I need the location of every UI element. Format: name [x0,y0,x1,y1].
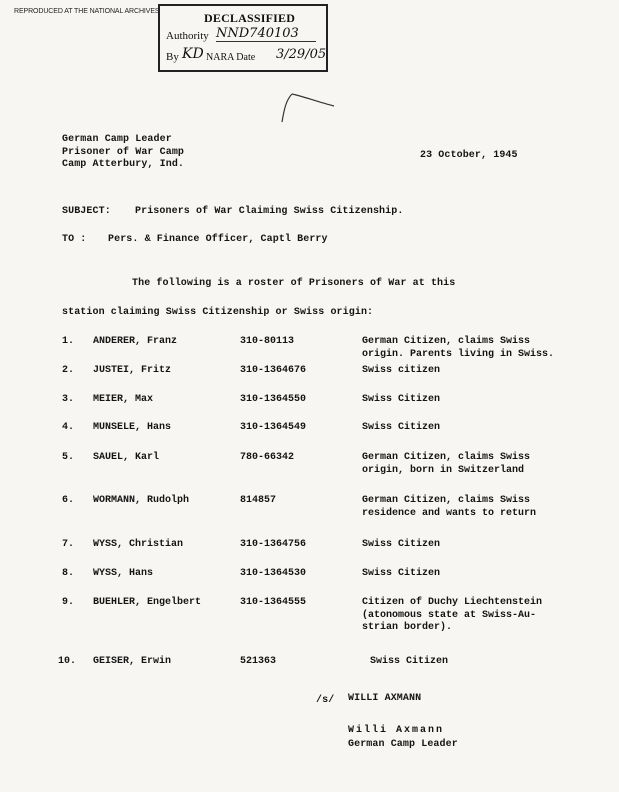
roster-status: Swiss citizen [362,365,441,376]
status-line: origin. Parents living in Swiss. [362,348,555,360]
sender-block [62,134,184,172]
roster-name: SAUEL, Karl [93,452,160,463]
sender-line: German Camp Leader [62,134,172,145]
letter-date: 23 October, 1945 [420,150,518,161]
roster-name: MEIER, Max [93,394,154,405]
roster-number: 6. [62,495,75,506]
roster-status: Swiss Citizen [362,539,441,550]
archive-note: REPRODUCED AT THE NATIONAL ARCHIVES [14,8,160,15]
subject-text: Prisoners of War Claiming Swiss Citizenship. [135,206,404,217]
roster-status: Swiss Citizen [362,394,441,405]
roster-serial: 310-1364550 [240,394,307,405]
roster-status [362,495,536,520]
status-line: (atonomous state at Swiss-Au- [362,609,537,621]
roster-serial: 310-1364555 [240,597,307,608]
roster-number: 2. [62,365,75,376]
intro-line: station claiming Swiss Citizenship or Swiss origin: [62,307,374,318]
roster-status: Swiss Citizen [362,568,441,579]
roster-name: GEISER, Erwin [93,656,172,667]
roster-serial: 521363 [240,656,277,667]
roster-number: 1. [62,336,75,347]
declassified-stamp [158,4,328,72]
roster-name: JUSTEI, Fritz [93,365,172,376]
status-line: German Citizen, claims Swiss [362,495,531,506]
roster-serial: 814857 [240,495,277,506]
stamp-authority-label: Authority [166,30,209,42]
roster-number: 4. [62,422,75,433]
status-line: German Citizen, claims Swiss [362,336,531,347]
roster-status [362,597,542,635]
roster-status [362,336,554,361]
roster-status [362,452,530,477]
roster-name: ANDERER, Franz [93,336,178,347]
status-line: Citizen of Duchy Liechtenstein [362,597,543,608]
roster-name: WYSS, Hans [93,568,154,579]
stamp-nara-date-value: 3/29/05 [276,47,327,62]
signature-mark: /s/ [316,695,335,706]
roster-name: WYSS, Christian [93,539,184,550]
pen-mark-icon [278,88,338,128]
roster-number: 3. [62,394,75,405]
signature-title: German Camp Leader [348,739,458,750]
stamp-nara-date-label: NARA Date [206,52,256,63]
roster-serial: 310-1364549 [240,422,307,433]
roster-number: 5. [62,452,75,463]
subject-label: SUBJECT: [62,206,111,217]
roster-serial: 310-1364530 [240,568,307,579]
roster-status: Swiss Citizen [370,656,449,667]
roster-serial: 310-1364756 [240,539,307,550]
roster-number: 10. [58,656,77,667]
roster-serial: 310-80113 [240,336,295,347]
intro-line: The following is a roster of Prisoners of War at this [132,278,456,289]
status-line: residence and wants to return [362,507,537,519]
to-label: TO : [62,234,87,245]
roster-number: 9. [62,597,75,608]
roster-status: Swiss Citizen [362,422,441,433]
stamp-by-label: By [166,51,179,63]
roster-name: BUEHLER, Engelbert [93,597,202,608]
stamp-by-value: KD [182,46,204,62]
sender-line: Prisoner of War Camp [62,146,185,158]
roster-serial: 780-66342 [240,452,295,463]
stamp-authority-value: NND740103 [216,26,316,42]
signature-typed-name: Willi Axmann [348,725,445,736]
roster-number: 8. [62,568,75,579]
to-text: Pers. & Finance Officer, Captl Berry [108,234,328,245]
roster-number: 7. [62,539,75,550]
signature-name-caps: WILLI AXMANN [348,693,422,704]
roster-name: WORMANN, Rudolph [93,495,190,506]
stamp-title: DECLASSIFIED [204,11,296,25]
sender-line: Camp Atterbury, Ind. [62,159,185,170]
roster-serial: 310-1364676 [240,365,307,376]
status-line: strian border). [362,622,453,633]
status-line: origin, born in Switzerland [362,464,525,476]
status-line: German Citizen, claims Swiss [362,452,531,463]
roster-name: MUNSELE, Hans [93,422,172,433]
